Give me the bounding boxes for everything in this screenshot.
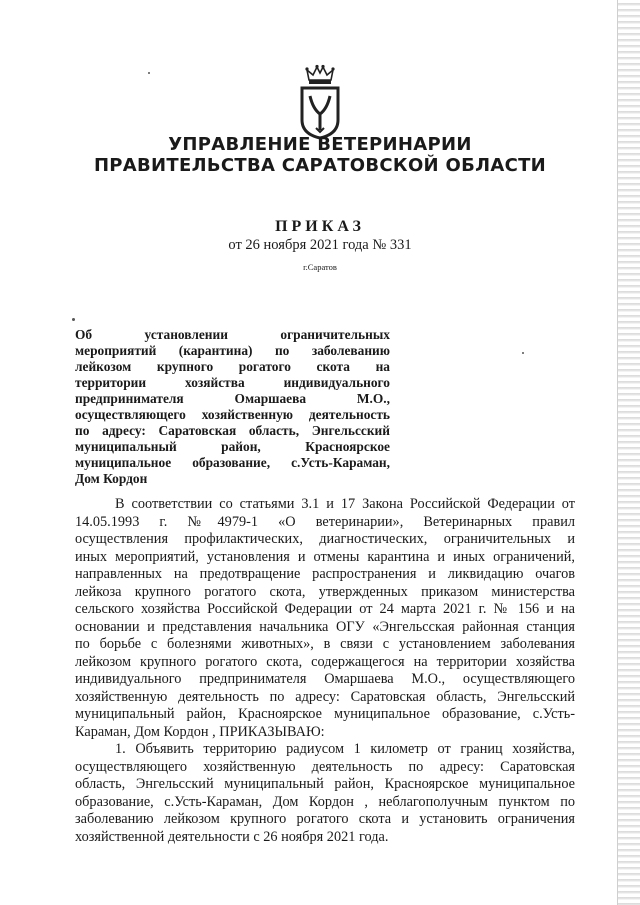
subject-line: Об установлении ограничительных — [75, 327, 390, 342]
body-line: по борьбе с болезнями животных», в связи с установлением заболевания — [75, 636, 575, 652]
document-city: г.Саратов — [303, 262, 337, 272]
scan-speck — [148, 72, 150, 74]
subject-line: предпринимателя Омаршаева М.О., — [75, 391, 390, 406]
order-body — [75, 496, 575, 846]
document-type: ПРИКАЗ — [275, 218, 365, 235]
subject-line: осуществляющего хозяйственную деятельность — [75, 407, 390, 422]
coat-of-arms-icon — [293, 64, 347, 140]
subject-line: муниципальный район, Красноярское — [75, 439, 390, 454]
body-line: образование, с.Усть-Караман, Дом Кордон , неблагополучным пунктом по — [75, 793, 575, 810]
body-line: сельского хозяйства Российской Федерации от 24 марта 2021 г. № 156 и на — [75, 601, 575, 617]
body-line: 1. Объявить территорию радиусом 1 километр от границ хозяйства, — [115, 741, 575, 757]
body-line: осуществления профилактических, диагностических, ограничительных и — [75, 531, 575, 547]
body-line: хозяйственной деятельности с 26 ноября 2021 года. — [75, 828, 389, 845]
body-line: лейкозом крупного рогатого скота, содержащегося на территории хозяйства — [75, 653, 575, 670]
subject-line: муниципальное образование, с.Усть-Караман, — [75, 455, 390, 470]
body-line: 14.05.1993 г. №4979-1 «О ветеринарии», Ветеринарных правил — [75, 513, 575, 530]
body-line: хозяйственную деятельность по адресу: Саратовская область, Энгельсский — [75, 688, 575, 705]
body-line: Караман, Дом Кордон , ПРИКАЗЫВАЮ: — [75, 723, 325, 740]
scan-speck — [522, 352, 524, 354]
scan-speck — [72, 318, 75, 321]
body-line: индивидуального предпринимателя Омаршаева М.О., осуществляющего — [75, 671, 575, 687]
body-line: муниципальный район, Красноярское муниципальное образование, с.Усть- — [75, 706, 575, 722]
body-line: В соответствии со статьями 3.1 и 17 Закона Российской Федерации от — [115, 496, 575, 512]
subject-line: территории хозяйства индивидуального — [75, 375, 390, 390]
body-line: иных мероприятий, установления и отмены карантина и иных ограничений, — [75, 548, 575, 565]
body-line: направленных на предотвращение распространения и ликвидацию очагов — [75, 566, 575, 582]
order-subject — [75, 327, 390, 487]
subject-line: мероприятий (карантина) по заболеванию — [75, 343, 390, 358]
subject-line: Дом Кордон — [75, 471, 148, 486]
body-line: лейкоза крупного рогатого скота, утвержденных приказом министерства — [75, 583, 575, 600]
body-line: заболеванию лейкозом крупного рогатого скота и установить ограничения — [75, 811, 575, 827]
subject-line: лейкозом крупного рогатого скота на — [75, 359, 390, 374]
organization-name-line2: ПРАВИТЕЛЬСТВА САРАТОВСКОЙ ОБЛАСТИ — [93, 155, 547, 176]
body-line: осуществляющего хозяйственную деятельность по адресу: Саратовская — [75, 758, 575, 775]
body-line: основании и представления начальника ОГУ «Энгельсская районная станция — [75, 618, 575, 635]
organization-name-line1: УПРАВЛЕНИЕ ВЕТЕРИНАРИИ — [168, 134, 472, 155]
subject-line: по адресу: Саратовская область, Энгельсский — [75, 423, 390, 438]
document-date-number: от 26 ноября 2021 года № 331 — [228, 237, 412, 253]
body-line: область, Энгельсский муниципальный район, Красноярское муниципальное — [75, 776, 575, 792]
